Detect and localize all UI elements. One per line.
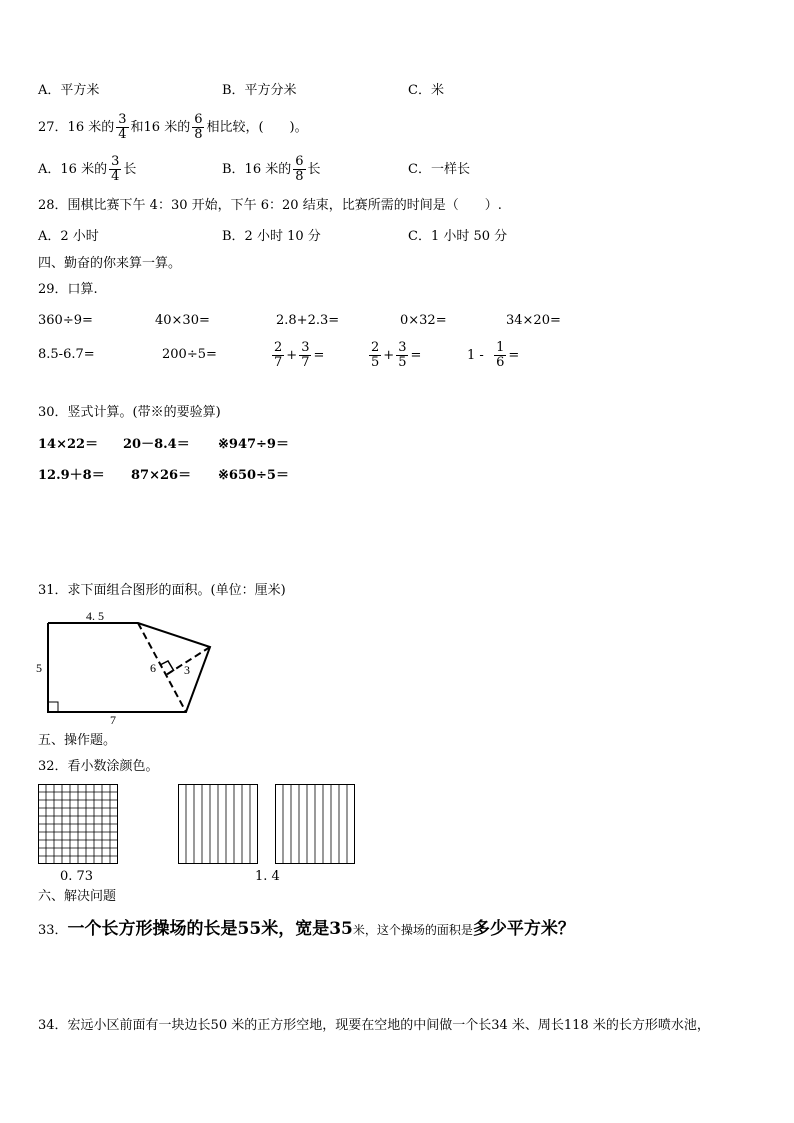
q30-item: 20－8.4＝: [123, 437, 190, 452]
q26-option-c: C．米: [408, 83, 444, 98]
q28-option-c: C．1 小时 50 分: [408, 229, 508, 244]
q30-item: 14×22＝: [38, 437, 99, 452]
q28-option-a: A．2 小时: [38, 229, 99, 244]
q29-item: 0×32=: [400, 313, 447, 328]
q30-title: 30．竖式计算。(带※的要验算): [38, 405, 221, 420]
q28-question: 28．围棋比赛下午 4：30 开始，下午 6：20 结束，比赛所需的时间是（ ）.: [38, 198, 502, 213]
fraction: $\frac{1}{6}$: [496, 340, 505, 370]
fraction: $\frac{3}{7}$: [301, 340, 310, 370]
q30-item: ※650÷5＝: [218, 468, 289, 483]
q29-item: 40×30=: [155, 313, 210, 328]
label-left: 5: [36, 661, 42, 675]
q27-option-b: B．16 米的 $\frac{6}{8}$ 长: [222, 154, 321, 184]
section-heading-6: 六、解决问题: [38, 889, 117, 904]
q26-option-a: A．平方米: [38, 83, 100, 98]
fraction: $\frac{6}{8}$: [194, 112, 203, 142]
q33-question: 33．一个长方形操场的长是55米，宽是35米，这个操场的面积是多少平方米？: [38, 919, 575, 939]
q31-title: 31．求下面组合图形的面积。(单位：厘米): [38, 583, 286, 598]
fraction: $\frac{3}{4}$: [111, 154, 120, 184]
q27-question: 27．16 米的 $\frac{3}{4}$ 和16 米的 $\frac{6}{8}$ 相比较，( )。: [38, 112, 308, 142]
q32-label-1: 0. 73: [60, 869, 94, 884]
label-height: 3: [184, 663, 190, 677]
q34-question: 34．宏远小区前面有一块边长50 米的正方形空地，现要在空地的中间做一个长34 米、周长118 米的长方形喷水池，: [38, 1018, 710, 1033]
q30-item: 87×26＝: [131, 468, 192, 483]
q29-item: 8.5-6.7=: [38, 347, 95, 362]
q29-item: 34×20=: [506, 313, 561, 328]
q27-option-c: C．一样长: [408, 162, 470, 177]
label-slant: 6: [150, 661, 156, 675]
q29-item: 200÷5=: [162, 347, 217, 362]
q29-title: 29．口算.: [38, 282, 98, 297]
composite-shape-figure: [30, 605, 230, 730]
fraction: $\frac{2}{7}$: [274, 340, 283, 370]
q32-title: 32．看小数涂颜色。: [38, 759, 159, 774]
q29-fraction-item: 1 - $\frac{1}{6}$ =: [467, 340, 520, 370]
fraction: $\frac{6}{8}$: [295, 154, 304, 184]
fraction: $\frac{3}{5}$: [398, 340, 407, 370]
tenths-strip-box-2: [275, 784, 355, 864]
q30-item: ※947÷9＝: [218, 437, 289, 452]
q29-fraction-item: $\frac{2}{7}$ + $\frac{3}{7}$ =: [274, 340, 325, 370]
q30-item: 12.9＋8＝: [38, 468, 105, 483]
q32-label-2: 1. 4: [255, 869, 280, 884]
q29-fraction-item: $\frac{2}{5}$ + $\frac{3}{5}$ =: [371, 340, 422, 370]
label-bottom: 7: [110, 713, 116, 727]
hundred-grid: [38, 784, 118, 864]
label-top: 4. 5: [86, 609, 104, 623]
section-heading-5: 五、操作题。: [38, 733, 117, 748]
q29-item: 360÷9=: [38, 313, 93, 328]
fraction: $\frac{2}{5}$: [371, 340, 380, 370]
fraction: $\frac{3}{4}$: [118, 112, 127, 142]
tenths-strip-box-1: [178, 784, 258, 864]
q28-option-b: B．2 小时 10 分: [222, 229, 321, 244]
q29-item: 2.8+2.3=: [276, 313, 340, 328]
right-angle-mark: [48, 702, 58, 712]
q26-option-b: B．平方分米: [222, 83, 297, 98]
q27-option-a: A．16 米的 $\frac{3}{4}$ 长: [38, 154, 137, 184]
section-heading-4: 四、勤奋的你来算一算。: [38, 256, 182, 271]
